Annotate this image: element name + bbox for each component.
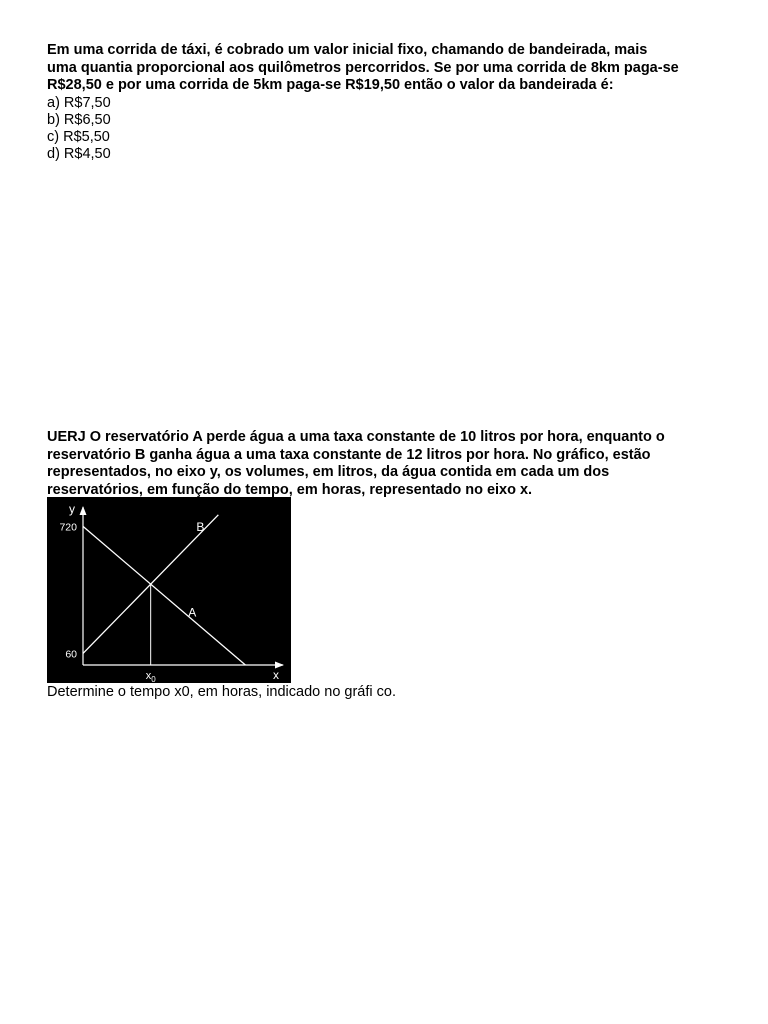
x-tick-main: x (145, 670, 152, 682)
series-label-a: A (188, 605, 197, 620)
question-1-line: R$28,50 e por uma corrida de 5km paga-se R$19,50 então o valor da bandeirada é: (47, 77, 614, 93)
option-b: b) R$6,50 (47, 111, 111, 128)
chart-axes (59, 502, 284, 683)
y-tick-label: 60 (65, 648, 77, 661)
question-1-line: Em uma corrida de táxi, é cobrado um valor inicial fixo, chamando de bandeirada, mais (47, 42, 648, 58)
question-2-line: UERJ O reservatório A perde água a uma taxa constante de 10 litros por hora, enquanto o (47, 429, 665, 445)
reservoir-chart-svg (47, 497, 291, 683)
reservoir-chart (47, 497, 291, 683)
question-2-line: reservatório B ganha água a uma taxa constante de 12 litros por hora. No gráfico, estão (47, 446, 651, 463)
chart-marks (83, 515, 245, 665)
question-2 (47, 429, 747, 499)
option-c: c) R$5,50 (47, 128, 110, 145)
question-2-prompt: Determine o tempo x0, em horas, indicado no gráfi co. (47, 684, 396, 700)
question-2-line: representados, no eixo y, os volumes, em litros, da água contida em cada um dos (47, 464, 610, 480)
question-1 (47, 42, 737, 163)
option-d: d) R$4,50 (47, 145, 111, 162)
x-axis-label: x (273, 668, 279, 682)
y-tick-label: 720 (59, 521, 77, 534)
y-axis-label: y (69, 502, 75, 516)
x-tick-label (146, 670, 157, 683)
y-axis-arrow (80, 506, 87, 515)
series-label-b: B (196, 519, 205, 534)
question-1-line: uma quantia proporcional aos quilômetros percorridos. Se por uma corrida de 8km paga-se (47, 59, 679, 76)
option-a: a) R$7,50 (47, 94, 111, 111)
question-2-line: reservatórios, em função do tempo, em horas, representado no eixo x. (47, 481, 533, 498)
series-line-a (83, 526, 245, 665)
x-tick-subscript: 0 (151, 675, 156, 683)
